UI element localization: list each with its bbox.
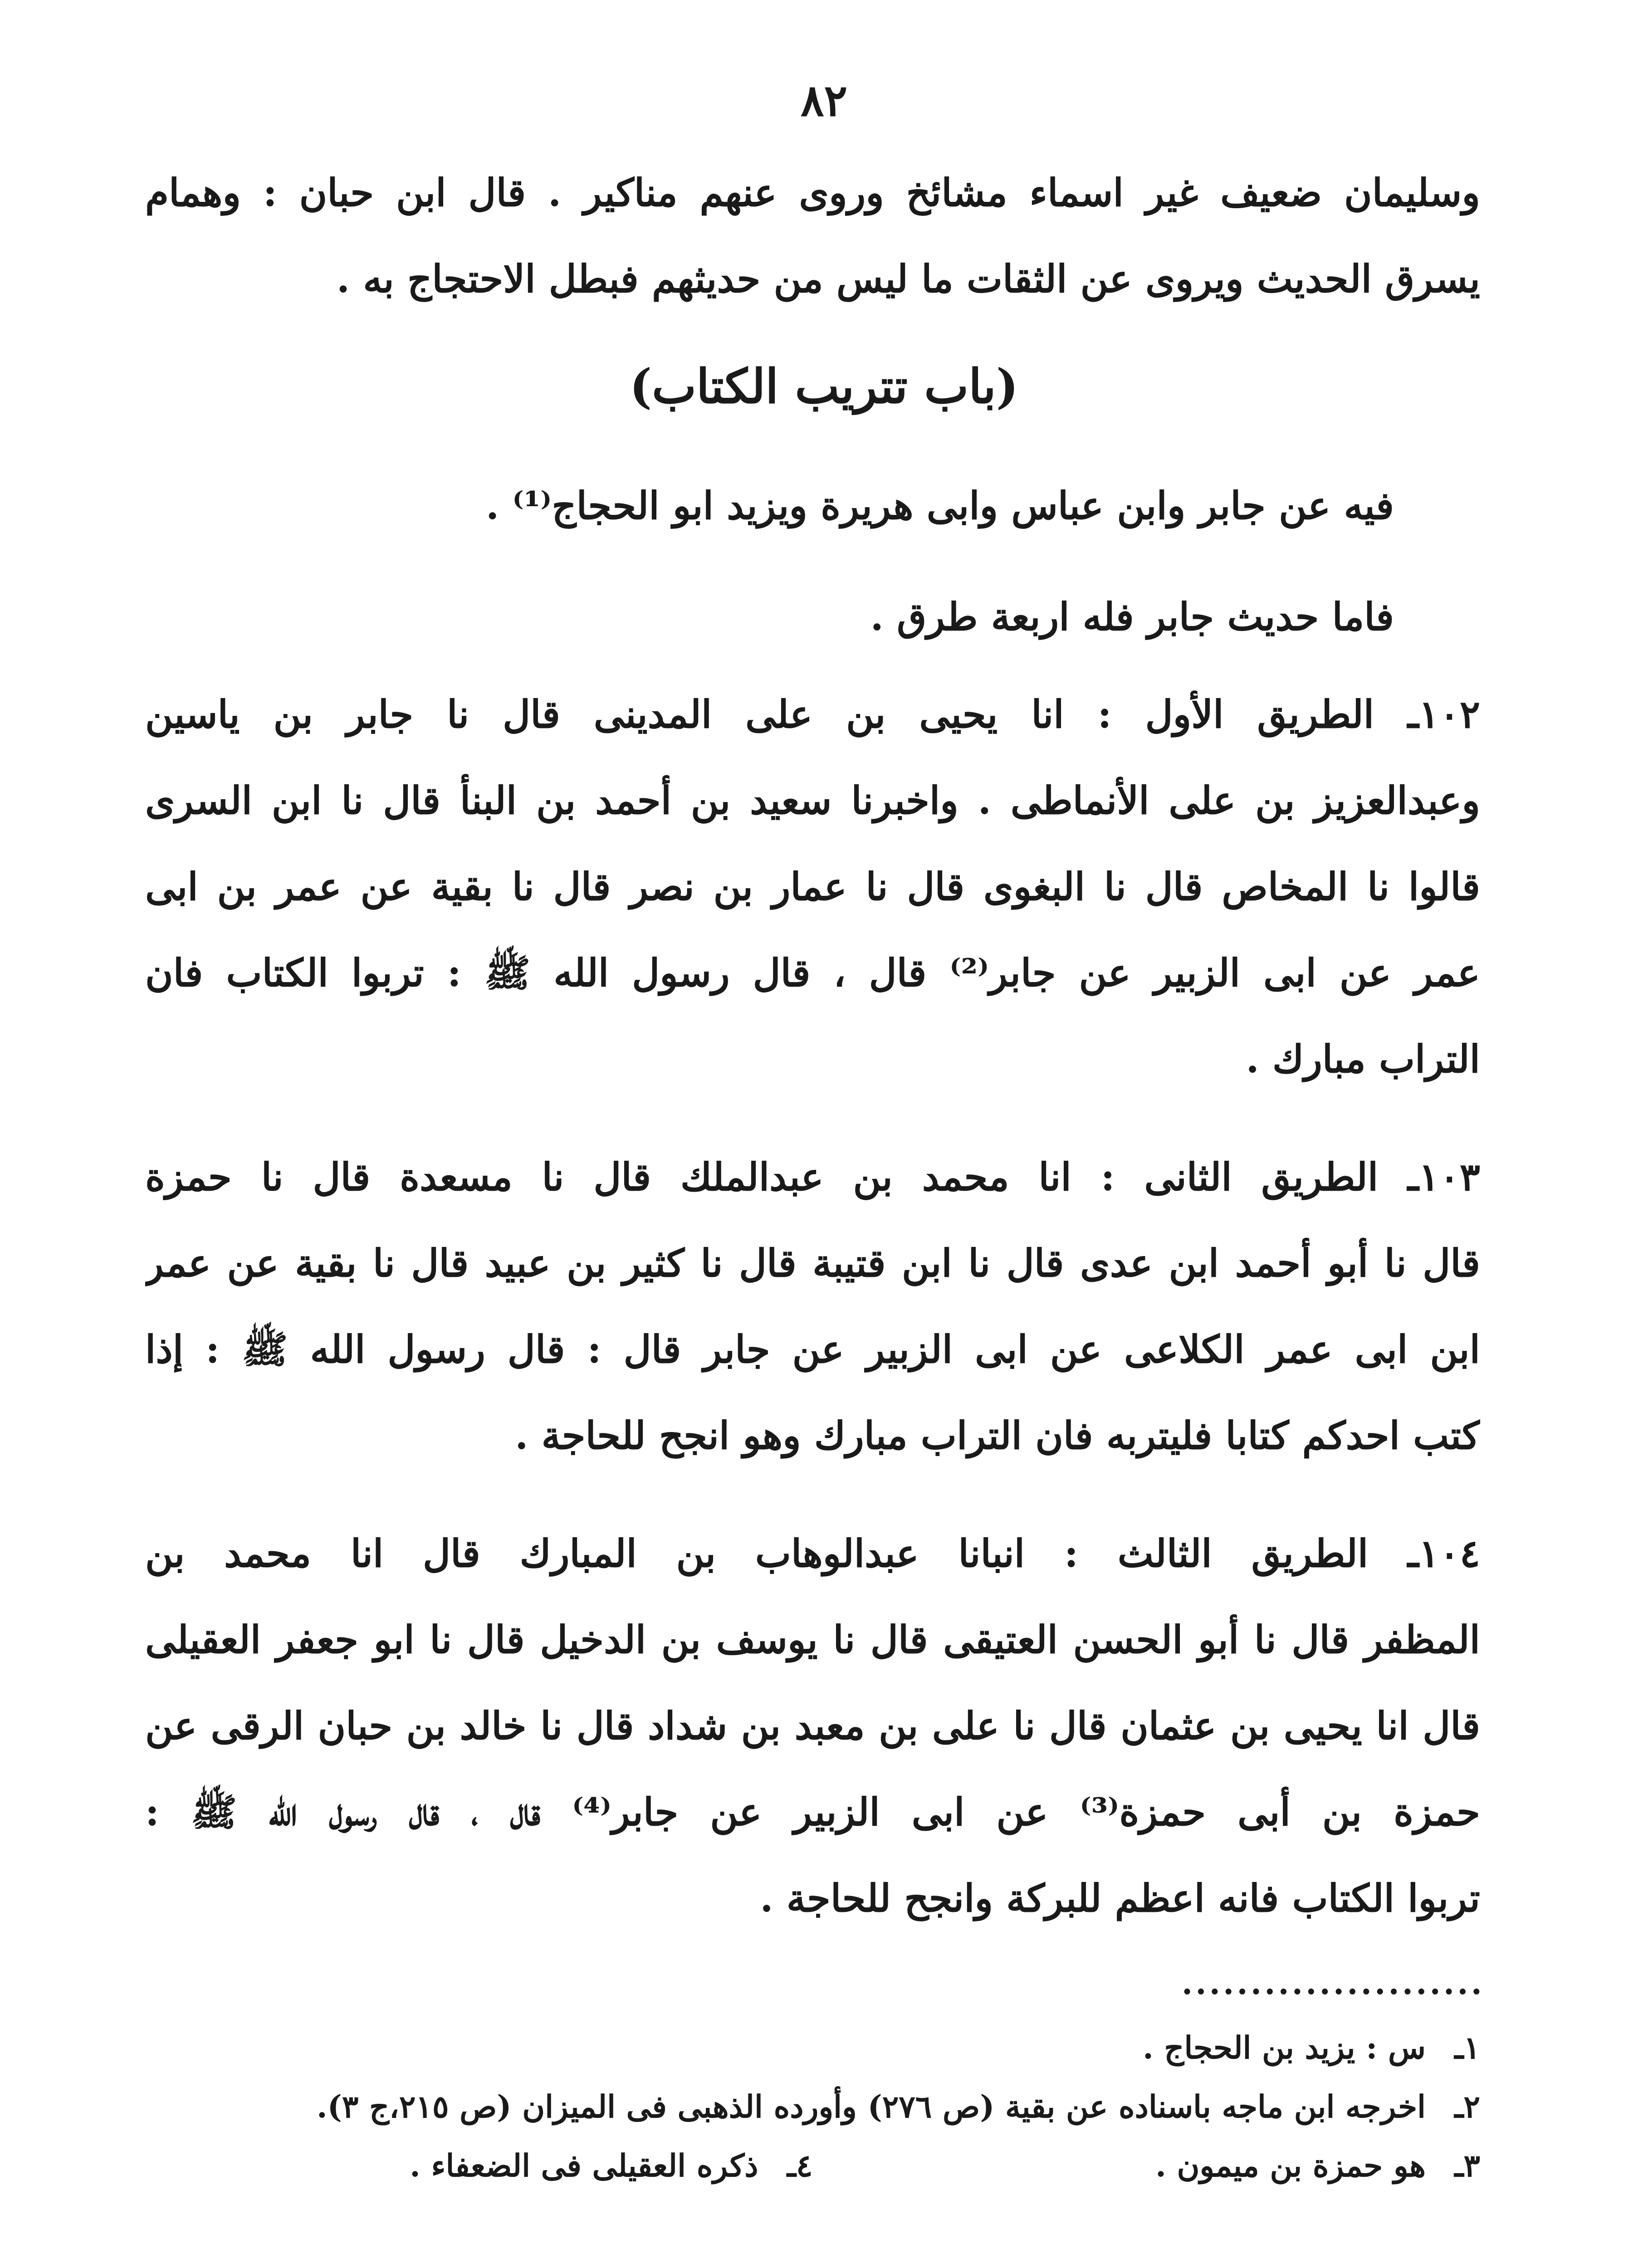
chapter-intro-paragraph [145, 463, 1394, 660]
text-line: قال نا أبو أحمد ابن عدى قال نا ابن قتيبة قال نا كثير بن عبيد قال نا بقية عن عمر [145, 1241, 1480, 1286]
footnote-4 [145, 2136, 813, 2195]
footnote-number: ٣ـ [1454, 2148, 1480, 2184]
footnote-1 [145, 2019, 1480, 2077]
text-line: قال انا يحيى بن عثمان قال نا على بن معبد بن شداد قال نا خالد بن حبان الرقى عن [145, 1703, 1480, 1748]
text-line: تربوا الكتاب فانه اعظم للبركة وانجح للحاجة . [760, 1876, 1480, 1921]
footnote-number: ٤ـ [787, 2148, 813, 2184]
footnote-row-3-4 [145, 2136, 1480, 2195]
footnote-text: هو حمزة بن ميمون . [1155, 2148, 1426, 2184]
text-line: التراب مبارك . [1246, 1036, 1480, 1081]
text-line: المظفر قال نا أبو الحسن العتيقى قال نا يوسف بن الدخيل قال نا ابو جعفر العقيلى [145, 1617, 1480, 1662]
text-line: عمر عن ابى الزبير عن جابر⁽²⁾ قال ، قال رسول الله ﷺ : تربوا الكتاب فان [145, 950, 1480, 995]
text-line: فيه عن جابر وابن عباس وابى هريرة ويزيد ابو الحجاج⁽¹⁾ . [486, 483, 1394, 528]
text-line: يسرق الحديث ويروى عن الثقات ما ليس من حديثهم فبطل الاحتجاج به . [336, 256, 1480, 301]
footnote-number: ٢ـ [1454, 2089, 1480, 2125]
footnote-number: ١ـ [1454, 2030, 1480, 2066]
text-line: وسليمان ضعيف غير اسماء مشائخ وروى عنهم مناكير . قال ابن حبان : وهمام [145, 170, 1480, 215]
footnote-text: ذكره العقيلى فى الضعفاء . [410, 2148, 758, 2184]
page-number: ٨٢ [800, 75, 848, 126]
hadith-section-104 [145, 1510, 1480, 1941]
hadith-section-102 [145, 671, 1480, 1102]
chapter-title: (باب تتريب الكتاب) [629, 358, 1019, 414]
intro-paragraph [145, 150, 1480, 322]
text-line: ابن ابى عمر الكلاعى عن ابى الزبير عن جابر قال : قال رسول الله ﷺ : إذا [145, 1327, 1480, 1372]
text-line: ١٠٢ـ الطريق الأول : انا يحيى بن على المدينى قال نا جابر بن ياسين [145, 692, 1480, 737]
footnote-separator: ...................... [1181, 1964, 1485, 2002]
footnote-3 [813, 2136, 1481, 2195]
text-line: ١٠٤ـ الطريق الثالث : انبانا عبدالوهاب بن المبارك قال انا محمد بن [145, 1531, 1480, 1576]
footnote-text: س : يزيد بن الحجاج . [1143, 2030, 1426, 2066]
footnote-2 [145, 2077, 1480, 2136]
hadith-section-103 [145, 1134, 1480, 1479]
text-line: كتب احدكم كتابا فليتربه فان التراب مبارك وهو انجح للحاجة . [515, 1413, 1480, 1458]
footnotes [145, 2019, 1480, 2195]
text-line: وعبدالعزيز بن على الأنماطى . واخبرنا سعيد بن أحمد بن البنأ قال نا ابن السرى [145, 778, 1480, 823]
text-line: قالوا نا المخاص قال نا البغوى قال نا عمار بن نصر قال نا بقية عن عمر بن ابى [145, 864, 1480, 909]
footnote-text: اخرجه ابن ماجه باسناده عن بقية (ص ٢٧٦) وأورده الذهبى فى الميزان (ص ٢١٥،ج ٣). [317, 2089, 1426, 2125]
text-line: فاما حديث جابر فله اربعة طرق . [870, 594, 1394, 639]
text-line: ١٠٣ـ الطريق الثانى : انا محمد بن عبدالملك قال نا مسعدة قال نا حمزة [145, 1154, 1480, 1199]
text-line: حمزة بن أبى حمزة⁽³⁾ عن ابى الزبير عن جابر⁽⁴⁾ قال ، قال رسول الله ﷺ : [145, 1789, 1480, 1834]
